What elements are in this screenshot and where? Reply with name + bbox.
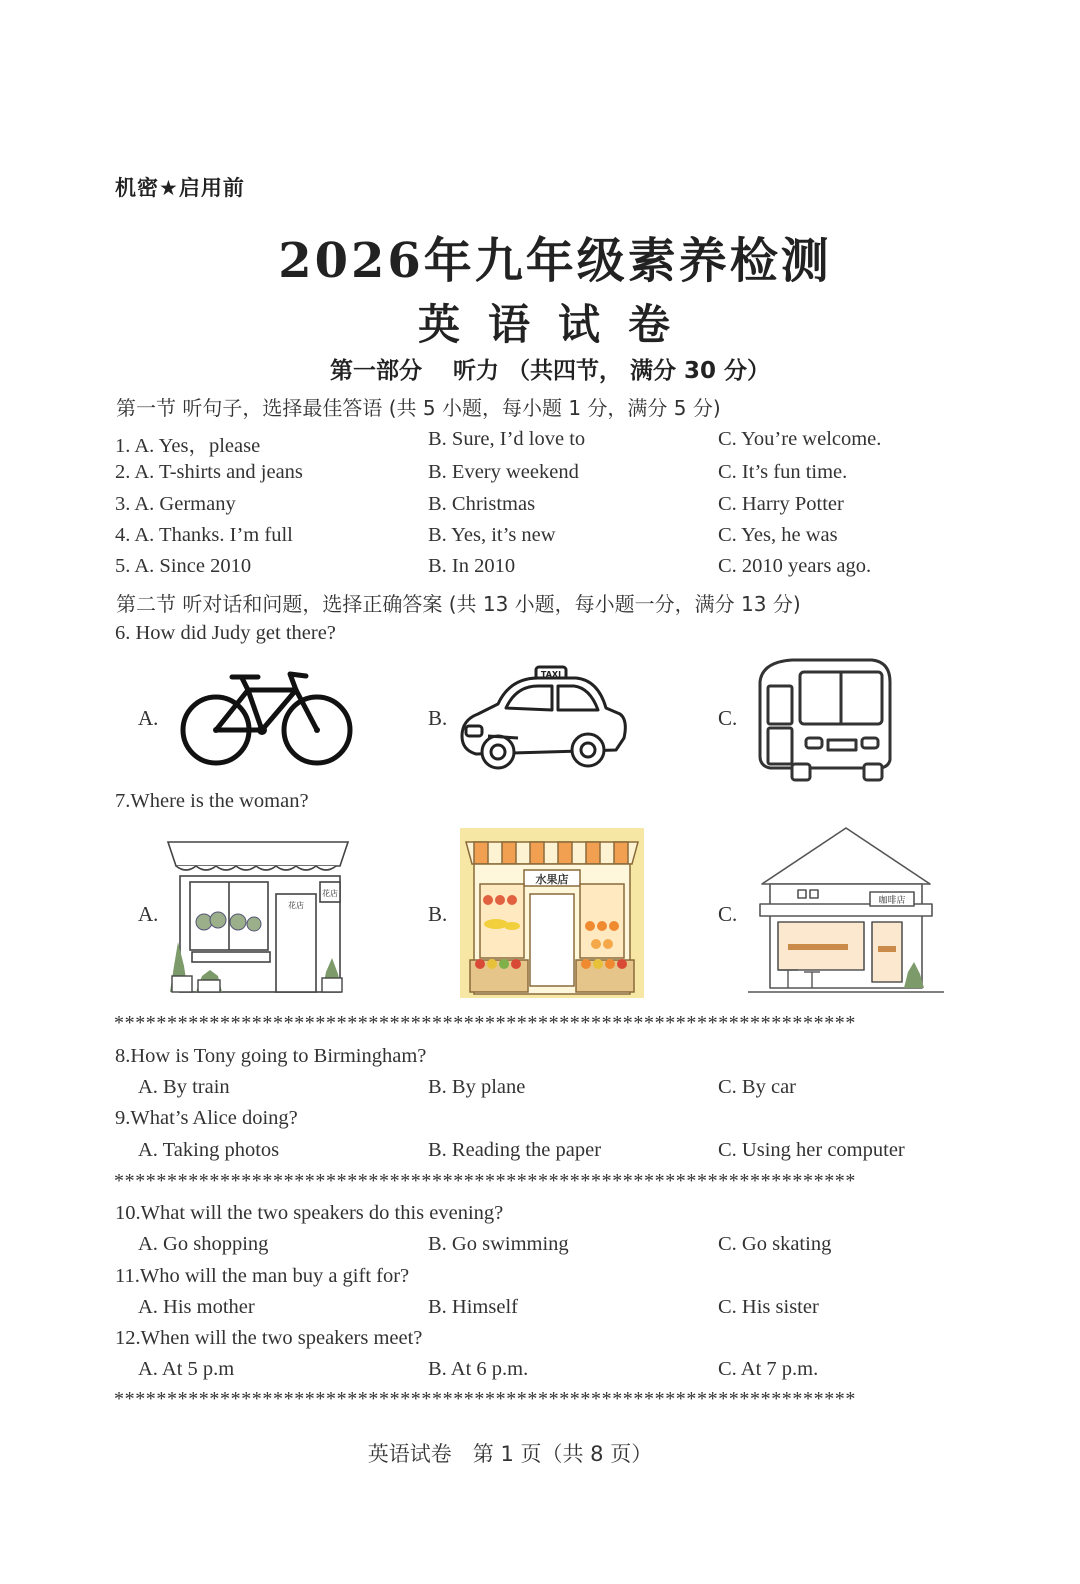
q1-option-c: C. You’re welcome.	[718, 428, 882, 450]
q5-option-b: B. In 2010	[428, 555, 516, 577]
part-heading: 第一部分 听力 （共四节， 满分 30 分）	[329, 358, 771, 384]
divider-stars-3: **********************************************************************	[114, 1388, 856, 1410]
flower-shop-door-sign: 花店	[288, 901, 304, 910]
section1-heading: 第一节 听句子，选择最佳答语 (共 5 小题，每小题 1 分，满分 5 分)	[116, 396, 721, 420]
q6-text: 6. How did Judy get there?	[115, 622, 336, 644]
q7-label-b: B.	[428, 902, 448, 926]
taxi-icon	[458, 664, 630, 778]
q6-label-a: A.	[138, 706, 159, 730]
q4-option-b: B. Yes, it’s new	[428, 524, 556, 546]
q5-option-c: C. 2010 years ago.	[718, 555, 872, 577]
cafe-sign: 咖啡店	[878, 896, 906, 906]
q8-text: 8.How is Tony going to Birmingham?	[115, 1045, 427, 1067]
flower-shop-icon	[162, 826, 354, 998]
confidential-label: 机密★启用前	[115, 176, 245, 200]
q12-option-c: C. At 7 p.m.	[718, 1358, 819, 1380]
q11-option-b: B. Himself	[428, 1296, 518, 1318]
q2-option-b: B. Every weekend	[428, 461, 579, 483]
q7-text: 7.Where is the woman?	[115, 790, 309, 812]
divider-stars-2: **********************************************************************	[114, 1170, 856, 1192]
q4-option-a: 4. A. Thanks. I’m full	[115, 524, 293, 546]
taxi-sign: TAXI	[540, 670, 562, 679]
q7-label-c: C.	[718, 902, 738, 926]
q3-option-b: B. Christmas	[428, 493, 536, 515]
q4-option-c: C. Yes, he was	[718, 524, 838, 546]
q9-option-a: A. Taking photos	[138, 1139, 280, 1161]
q6-label-b: B.	[428, 706, 448, 730]
divider-stars-1: **********************************************************************	[114, 1012, 856, 1034]
q12-text: 12.When will the two speakers meet?	[115, 1327, 423, 1349]
cafe-icon	[748, 826, 944, 996]
q1-option-b: B. Sure, I’d love to	[428, 428, 586, 450]
q9-option-c: C. Using her computer	[718, 1139, 905, 1161]
q9-text: 9.What’s Alice doing?	[115, 1107, 298, 1129]
q1-option-a: 1. A. Yes，please	[115, 435, 261, 457]
q9-option-b: B. Reading the paper	[428, 1139, 602, 1161]
q12-option-b: B. At 6 p.m.	[428, 1358, 529, 1380]
q8-option-a: A. By train	[138, 1076, 230, 1098]
q8-option-b: B. By plane	[428, 1076, 526, 1098]
exam-subtitle: 英语试卷	[417, 300, 698, 349]
q12-option-a: A. At 5 p.m	[138, 1358, 235, 1380]
q2-option-c: C. It’s fun time.	[718, 461, 848, 483]
page-footer: 英语试卷 第 1 页（共 8 页）	[367, 1442, 653, 1466]
bicycle-icon	[178, 668, 356, 770]
q10-option-c: C. Go skating	[718, 1233, 832, 1255]
fruit-shop-icon	[460, 828, 644, 998]
q11-option-c: C. His sister	[718, 1296, 819, 1318]
q10-text: 10.What will the two speakers do this evening?	[115, 1202, 504, 1224]
flower-shop-hanging-sign: 花店	[322, 889, 338, 898]
q3-option-a: 3. A. Germany	[115, 493, 236, 515]
q11-text: 11.Who will the man buy a gift for?	[115, 1265, 410, 1287]
q6-label-c: C.	[718, 706, 738, 730]
q5-option-a: 5. A. Since 2010	[115, 555, 252, 577]
q3-option-c: C. Harry Potter	[718, 493, 844, 515]
bus-icon	[752, 656, 894, 784]
q7-label-a: A.	[138, 902, 159, 926]
q10-option-b: B. Go swimming	[428, 1233, 569, 1255]
q11-option-a: A. His mother	[138, 1296, 255, 1318]
section2-heading: 第二节 听对话和问题，选择正确答案 (共 13 小题，每小题一分，满分 13 分)	[116, 592, 801, 616]
q2-option-a: 2. A. T-shirts and jeans	[115, 461, 303, 483]
q8-option-c: C. By car	[718, 1076, 796, 1098]
exam-title: 2026年九年级素养检测	[278, 233, 832, 289]
q10-option-a: A. Go shopping	[138, 1233, 269, 1255]
fruit-shop-sign: 水果店	[535, 873, 569, 886]
